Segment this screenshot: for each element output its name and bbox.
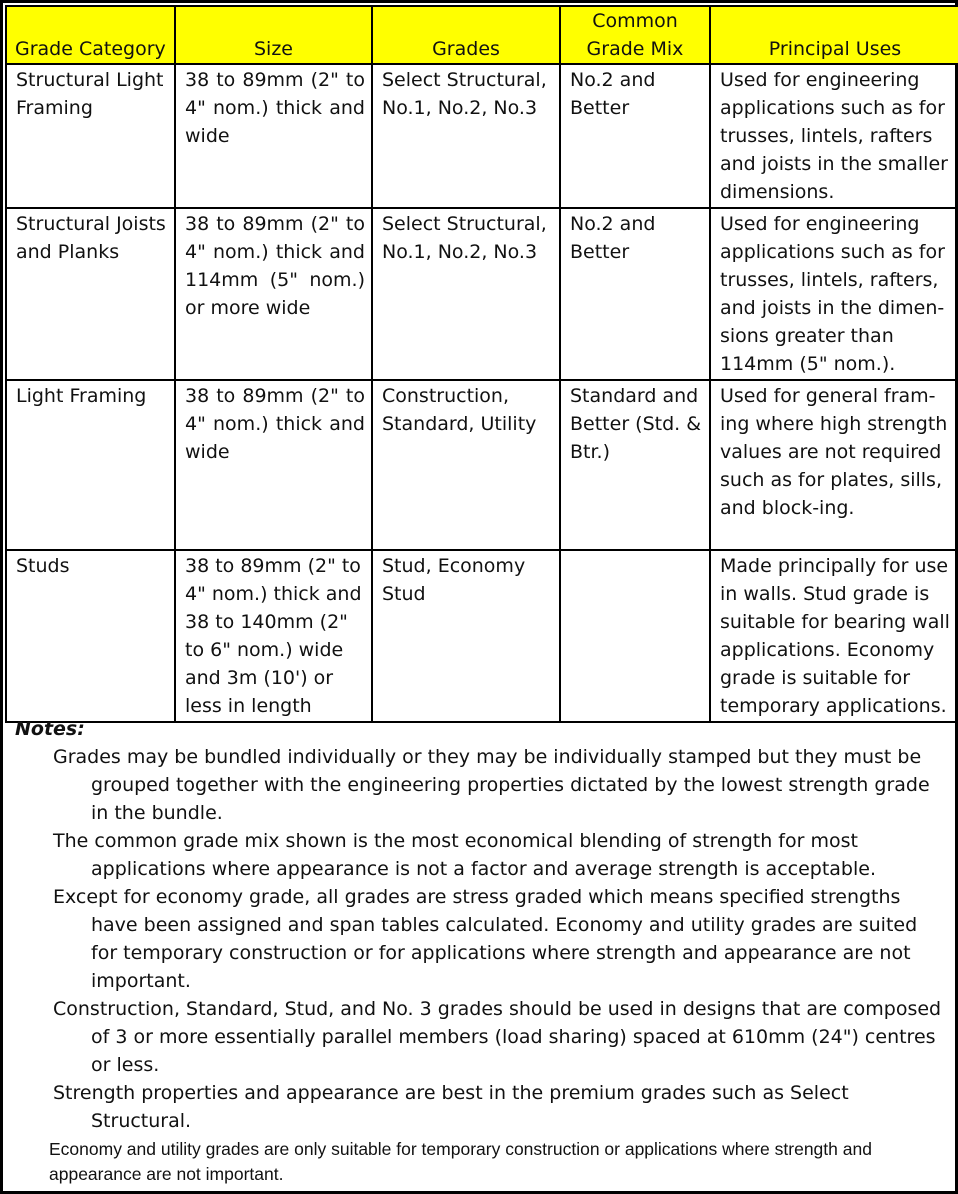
cell-uses: Used for engineering applications such as for trusses, lintels, rafters and joists in the smaller dimensions. — [710, 64, 958, 208]
cell-category: Structural Joists and Planks — [6, 208, 175, 380]
cell-mix: No.2 and Better — [560, 208, 710, 380]
table-header-row — [6, 6, 958, 64]
note-item: Grades may be bundled individually or they may be individually stamped but they must be grouped together with the engineering properties dictated by the lowest strength grade in the bundle. — [53, 746, 930, 824]
note-item: Construction, Standard, Stud, and No. 3 grades should be used in designs that are composed of 3 or more essentially parallel members (load sharing) spaced at 610mm (24") centres or less. — [53, 998, 942, 1076]
note-item: The common grade mix shown is the most economical blending of strength for most applications where appearance is not a factor and average strength is acceptable. — [53, 830, 877, 880]
cell-uses: Used for general fram-ing where high strength values are not required such as for plates, sills, and block-ing. — [710, 380, 958, 550]
cell-grades: Stud, Economy Stud — [372, 550, 560, 722]
header-common-grade-mix: Common Grade Mix — [560, 6, 710, 64]
cell-category: Studs — [6, 550, 175, 722]
table-row — [6, 64, 958, 208]
cell-category: Light Framing — [6, 380, 175, 550]
table-row — [6, 208, 958, 380]
cell-mix: Standard and Better (Std. & Btr.) — [560, 380, 710, 550]
note-item: Except for economy grade, all grades are stress graded which means specified strengths have been assigned and span tables calculated. Economy and utility grades are suited for temporary construction or for applications where strength and appearance are not important. — [53, 886, 918, 992]
cell-size: 38 to 89mm (2" to 4" nom.) thick and 114mm (5" nom.) or more wide — [175, 208, 372, 380]
table-row — [6, 380, 958, 550]
lumber-grades-table — [5, 5, 958, 723]
cell-mix: No.2 and Better — [560, 64, 710, 208]
cell-uses: Made principally for use in walls. Stud grade is suitable for bearing wall applications. Economy grade is suitable for temporary applications. — [710, 550, 958, 722]
notes-title: Notes: — [15, 718, 85, 740]
cell-category: Structural Light Framing — [6, 64, 175, 208]
cell-grades: Select Structural, No.1, No.2, No.3 — [372, 208, 560, 380]
cell-size: 38 to 89mm (2" to 4" nom.) thick and wide — [175, 380, 372, 550]
header-grades: Grades — [372, 6, 560, 64]
note-item: Strength properties and appearance are best in the premium grades such as Select Structural. — [53, 1082, 849, 1132]
cell-mix — [560, 550, 710, 722]
cell-size: 38 to 89mm (2" to 4" nom.) thick and wide — [175, 64, 372, 208]
cell-grades: Select Structural, No.1, No.2, No.3 — [372, 64, 560, 208]
cell-size: 38 to 89mm (2" to 4" nom.) thick and 38 to 140mm (2" to 6" nom.) wide and 3m (10') or less in length — [175, 550, 372, 722]
note-item-last: Economy and utility grades are only suitable for temporary construction or applications where strength and appearance are not important. — [49, 1139, 872, 1184]
cell-grades: Construction, Standard, Utility — [372, 380, 560, 550]
table-row — [6, 550, 958, 722]
header-grade-category: Grade Category — [6, 6, 175, 64]
notes-section — [15, 715, 945, 1187]
cell-uses: Used for engineering applications such as for trusses, lintels, rafters, and joists in the dimen-sions greater than 114mm (5" nom.). — [710, 208, 958, 380]
header-size: Size — [175, 6, 372, 64]
header-principal-uses: Principal Uses — [710, 6, 958, 64]
